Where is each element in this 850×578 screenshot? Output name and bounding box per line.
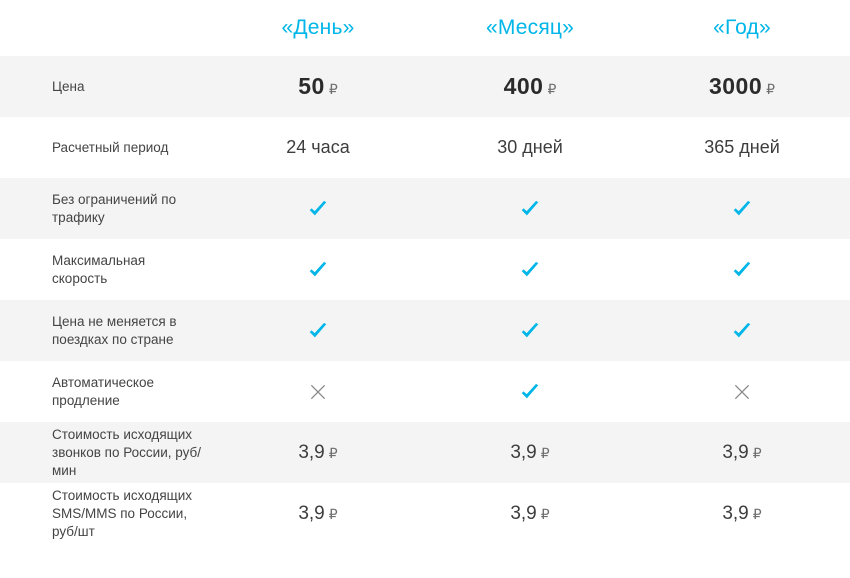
currency-symbol: ₽ xyxy=(540,444,550,461)
check-icon xyxy=(307,320,329,342)
table-row xyxy=(0,117,850,178)
row-label: Стоимость исходящих звонков по России, руб/мин xyxy=(52,426,201,478)
check-icon xyxy=(519,198,541,220)
currency-symbol: ₽ xyxy=(766,81,776,97)
check-icon xyxy=(731,259,753,281)
table-row xyxy=(0,361,850,422)
check-icon xyxy=(307,198,329,220)
row-label: Максимальная скорость xyxy=(52,252,146,286)
row-label: Цена не меняется в поездках по стране xyxy=(52,313,177,347)
table-cell xyxy=(636,197,848,219)
plan-header-year xyxy=(636,16,848,40)
currency-symbol: ₽ xyxy=(540,505,550,522)
cell-value: 24 часа xyxy=(286,137,350,157)
table-cell xyxy=(424,258,636,280)
plan-title-day: «День» xyxy=(281,16,355,39)
check-icon xyxy=(519,320,541,342)
plan-title-year: «Год» xyxy=(713,16,771,39)
table-body xyxy=(0,56,850,544)
price-value: 50 xyxy=(298,73,325,99)
cell-value: 30 дней xyxy=(497,137,563,157)
check-icon xyxy=(519,381,541,403)
table-row xyxy=(0,483,850,544)
cross-icon xyxy=(308,382,328,402)
row-label: Расчетный период xyxy=(52,139,169,155)
currency-symbol: ₽ xyxy=(752,444,762,461)
price-value: 3,9 xyxy=(722,441,749,463)
currency-symbol: ₽ xyxy=(328,444,338,461)
table-cell xyxy=(636,137,848,158)
table-cell xyxy=(636,258,848,280)
check-icon xyxy=(519,259,541,281)
row-label: Стоимость исходящих SMS/MMS по России, руб/шт xyxy=(52,487,193,539)
table-cell xyxy=(212,137,424,158)
plan-header-day xyxy=(212,16,424,40)
table-cell xyxy=(424,380,636,402)
table-cell xyxy=(424,503,636,525)
price-value: 3,9 xyxy=(298,441,325,463)
table-row xyxy=(0,239,850,300)
currency-symbol: ₽ xyxy=(547,81,557,97)
table-cell xyxy=(212,442,424,464)
table-cell xyxy=(212,258,424,280)
row-label: Без ограничений по трафику xyxy=(52,191,177,225)
currency-symbol: ₽ xyxy=(752,505,762,522)
price-value: 3,9 xyxy=(722,502,749,524)
table-row xyxy=(0,300,850,361)
price-value: 3000 xyxy=(708,73,763,99)
table-cell xyxy=(424,442,636,464)
table-cell xyxy=(424,319,636,341)
table-cell xyxy=(424,197,636,219)
table-cell xyxy=(636,319,848,341)
table-cell xyxy=(212,319,424,341)
row-label: Цена xyxy=(52,78,85,94)
currency-symbol: ₽ xyxy=(328,505,338,522)
price-value: 400 xyxy=(503,73,544,99)
table-cell xyxy=(212,197,424,219)
table-cell xyxy=(424,137,636,158)
plan-title-month: «Месяц» xyxy=(485,16,575,39)
table-cell xyxy=(636,73,848,100)
table-cell xyxy=(636,381,848,402)
check-icon xyxy=(307,259,329,281)
check-icon xyxy=(731,320,753,342)
currency-symbol: ₽ xyxy=(328,81,338,97)
check-icon xyxy=(731,198,753,220)
table-row xyxy=(0,56,850,117)
price-value: 3,9 xyxy=(510,441,537,463)
table-row xyxy=(0,422,850,483)
table-cell xyxy=(212,381,424,402)
plan-header-month xyxy=(424,16,636,40)
cell-value: 365 дней xyxy=(704,137,780,157)
table-header-row xyxy=(0,0,850,56)
row-label: Автоматическое продление xyxy=(52,374,155,408)
cross-icon xyxy=(732,382,752,402)
price-value: 3,9 xyxy=(510,502,537,524)
table-cell xyxy=(636,442,848,464)
price-value: 3,9 xyxy=(298,502,325,524)
table-cell xyxy=(212,73,424,100)
table-cell xyxy=(636,503,848,525)
table-cell xyxy=(212,503,424,525)
table-cell xyxy=(424,73,636,100)
table-row xyxy=(0,178,850,239)
